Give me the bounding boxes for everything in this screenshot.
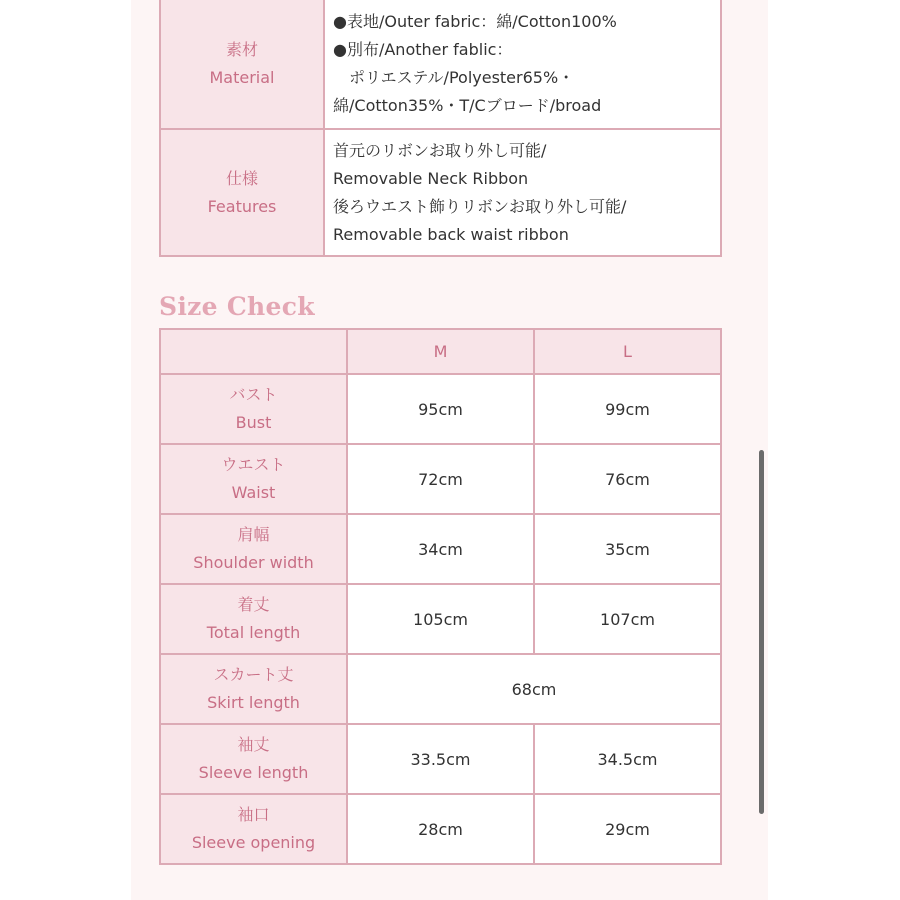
spec-row-features — [160, 129, 721, 256]
size-header-empty — [160, 329, 347, 374]
size-value-l: 99cm — [534, 374, 721, 444]
size-check-title: Size Check — [159, 292, 315, 321]
spec-label-en: Features — [207, 196, 277, 216]
size-label-en: Bust — [235, 413, 272, 432]
spec-row-material — [160, 0, 721, 129]
size-label-en: Sleeve length — [198, 763, 309, 782]
size-row-sleeve-opening — [160, 794, 721, 864]
size-header-m: M — [347, 329, 534, 374]
size-row-label — [160, 584, 347, 654]
size-row-label — [160, 654, 347, 724]
size-value-m: 33.5cm — [347, 724, 534, 794]
size-row-skirt-length — [160, 654, 721, 724]
size-value-l: 34.5cm — [534, 724, 721, 794]
size-value-m: 95cm — [347, 374, 534, 444]
spec-table — [159, 0, 722, 257]
size-label-ja: バスト — [229, 385, 278, 404]
size-value-l: 35cm — [534, 514, 721, 584]
spec-label-material — [160, 0, 324, 129]
size-value-l: 29cm — [534, 794, 721, 864]
spec-label-ja: 素材 — [225, 40, 258, 59]
size-label-en: Sleeve opening — [191, 833, 316, 852]
size-row-label — [160, 724, 347, 794]
spec-label-ja: 仕様 — [225, 168, 258, 188]
spec-line: 首元のリボンお取り外し可能/ — [333, 140, 547, 160]
spec-line: Removable Neck Ribbon — [333, 168, 529, 188]
spec-value-material — [324, 0, 721, 129]
size-value-m: 28cm — [347, 794, 534, 864]
size-row-waist — [160, 444, 721, 514]
size-row-sleeve-length — [160, 724, 721, 794]
size-row-label — [160, 794, 347, 864]
size-table — [159, 328, 722, 865]
size-label-ja: スカート丈 — [213, 665, 294, 684]
size-label-ja: ウエスト — [221, 455, 286, 474]
size-row-shoulder — [160, 514, 721, 584]
size-row-label — [160, 374, 347, 444]
size-row-label — [160, 444, 347, 514]
size-label-ja: 袖口 — [237, 805, 270, 824]
size-label-ja: 着丈 — [237, 595, 270, 614]
size-value-l: 107cm — [534, 584, 721, 654]
spec-line: 後ろウエスト飾りリボンお取り外し可能/ — [333, 196, 627, 216]
size-label-en: Waist — [231, 483, 276, 502]
size-label-en: Shoulder width — [193, 553, 314, 572]
size-header-l: L — [534, 329, 721, 374]
vertical-scrollbar[interactable] — [759, 450, 764, 814]
size-value-m: 72cm — [347, 444, 534, 514]
spec-line: Removable back waist ribbon — [333, 224, 569, 244]
spec-label-en: Material — [209, 68, 275, 87]
size-row-total-length — [160, 584, 721, 654]
size-row-label — [160, 514, 347, 584]
spec-line: ●表地/Outer fabric：綿/Cotton100% — [333, 12, 617, 31]
size-label-en: Skirt length — [207, 693, 300, 712]
size-header-row — [160, 329, 721, 374]
spec-label-features — [160, 129, 324, 256]
size-value-m: 105cm — [347, 584, 534, 654]
spec-line: 綿/Cotton35%・T/Cブロード/broad — [333, 96, 602, 115]
size-value-m: 34cm — [347, 514, 534, 584]
spec-value-features — [324, 129, 721, 256]
size-label-ja: 肩幅 — [237, 525, 270, 544]
size-label-en: Total length — [206, 623, 301, 642]
size-value-both: 68cm — [347, 654, 721, 724]
size-value-l: 76cm — [534, 444, 721, 514]
size-label-ja: 袖丈 — [237, 735, 270, 754]
size-row-bust — [160, 374, 721, 444]
spec-line: ポリエステル/Polyester65%・ — [349, 68, 575, 87]
spec-line: ●別布/Another fablic： — [333, 40, 513, 59]
